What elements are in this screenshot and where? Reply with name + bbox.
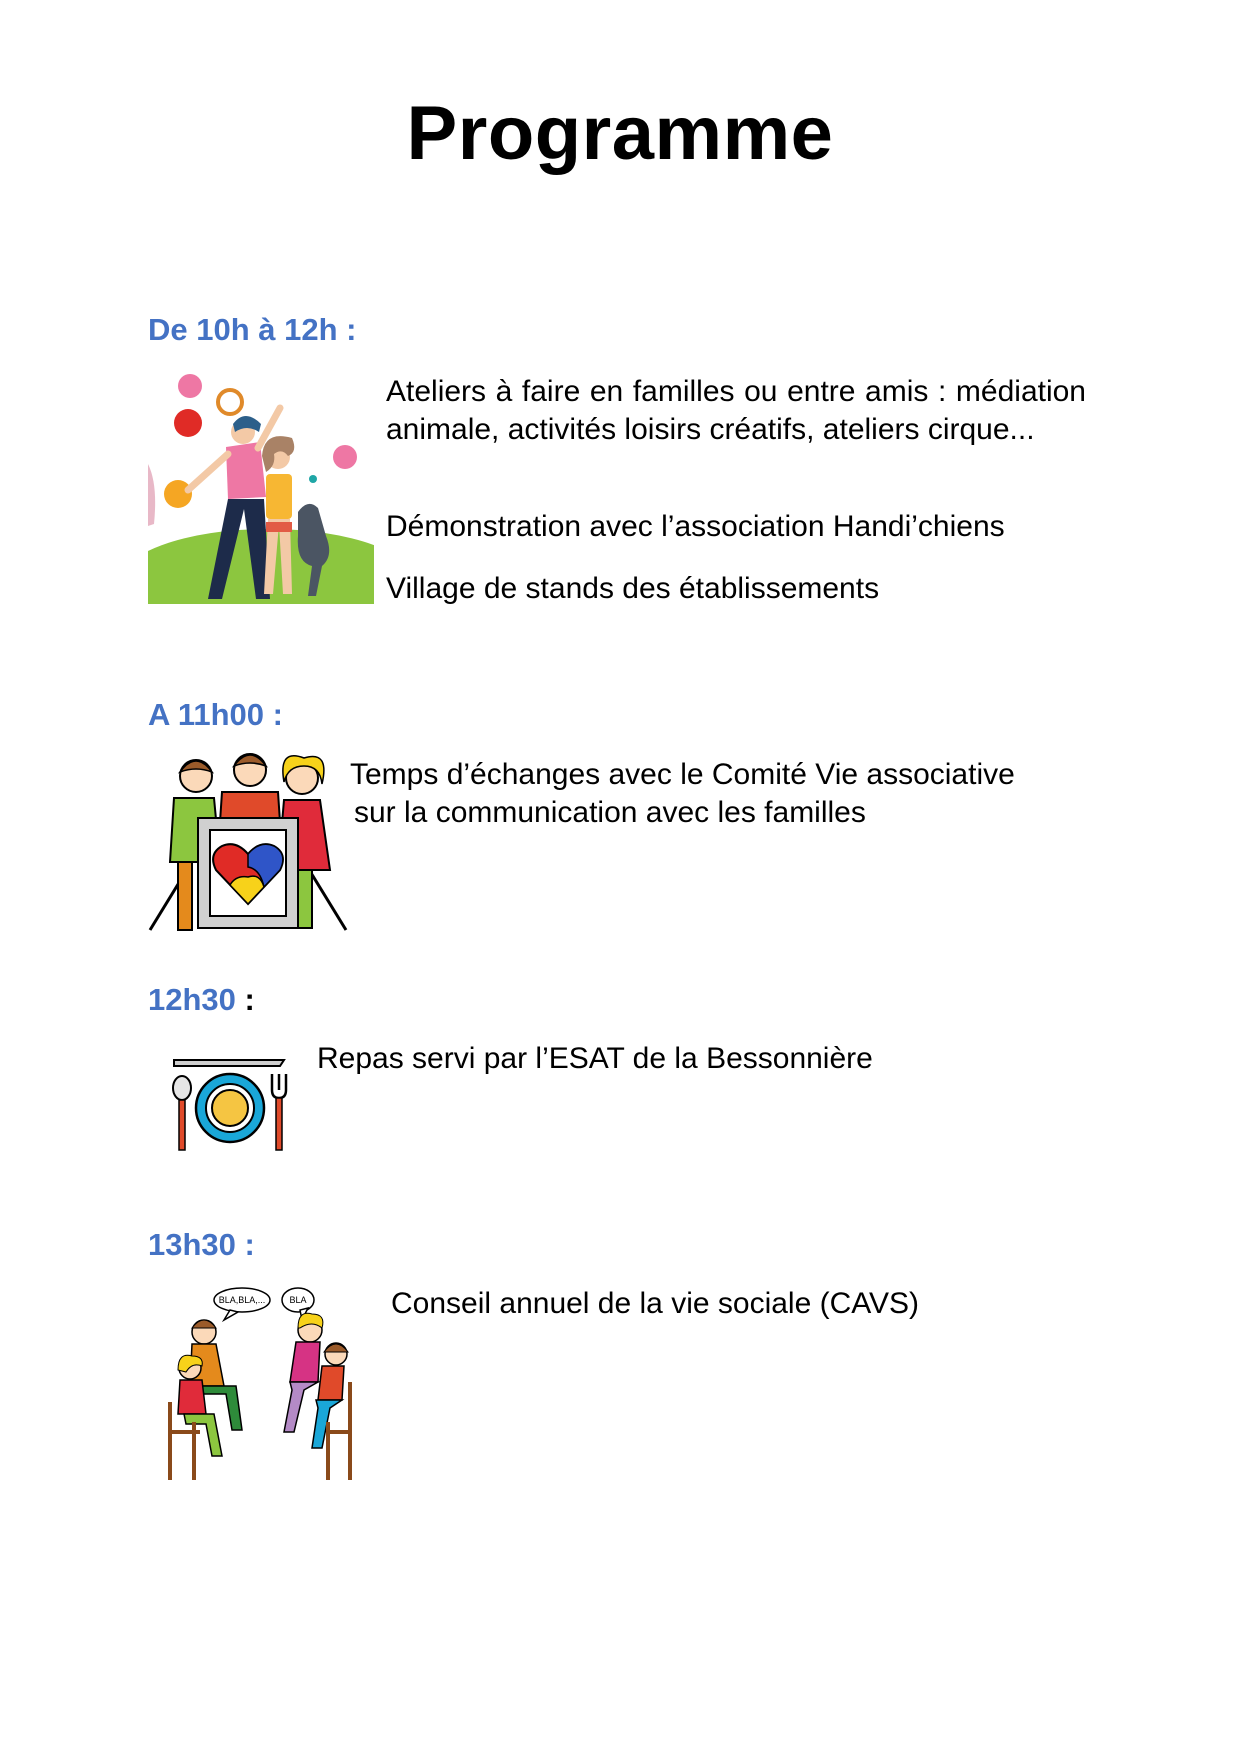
speech-bubble-2: BLA bbox=[289, 1295, 307, 1305]
activity-text-handichiens: Démonstration avec l’association Handi’chiens bbox=[386, 510, 1005, 543]
meal-plate-icon bbox=[168, 1052, 300, 1156]
activity-text-ateliers: Ateliers à faire en familles ou entre amis : médiation animale, activités loisirs créatifs, ateliers cirque... bbox=[386, 375, 1086, 446]
activity-text-village: Village de stands des établissements bbox=[386, 572, 880, 605]
speech-bubble-1: BLA,BLA,... bbox=[218, 1295, 266, 1305]
section-heading-13h30: 13h30 : bbox=[148, 1227, 255, 1262]
juggling-family-icon bbox=[148, 372, 374, 604]
page-title: Programme bbox=[406, 91, 834, 176]
section-heading-10h-12h: De 10h à 12h : bbox=[148, 312, 357, 347]
activity-text-repas: Repas servi par l’ESAT de la Bessonnière bbox=[317, 1042, 873, 1075]
activity-text-communication: sur la communication avec les familles bbox=[354, 796, 866, 829]
section-heading-11h00: A 11h00 : bbox=[148, 697, 283, 732]
section-time-12h30-colon: : bbox=[235, 982, 255, 1017]
section-heading-12h30 bbox=[148, 982, 255, 1018]
activity-text-cavs: Conseil annuel de la vie sociale (CAVS) bbox=[391, 1287, 920, 1320]
section-time-12h30: 12h30 bbox=[148, 982, 236, 1017]
family-puzzle-heart-icon bbox=[148, 748, 348, 938]
activity-text-comite: Temps d’échanges avec le Comité Vie associative bbox=[350, 758, 1015, 791]
meeting-discussion-icon bbox=[160, 1282, 360, 1484]
